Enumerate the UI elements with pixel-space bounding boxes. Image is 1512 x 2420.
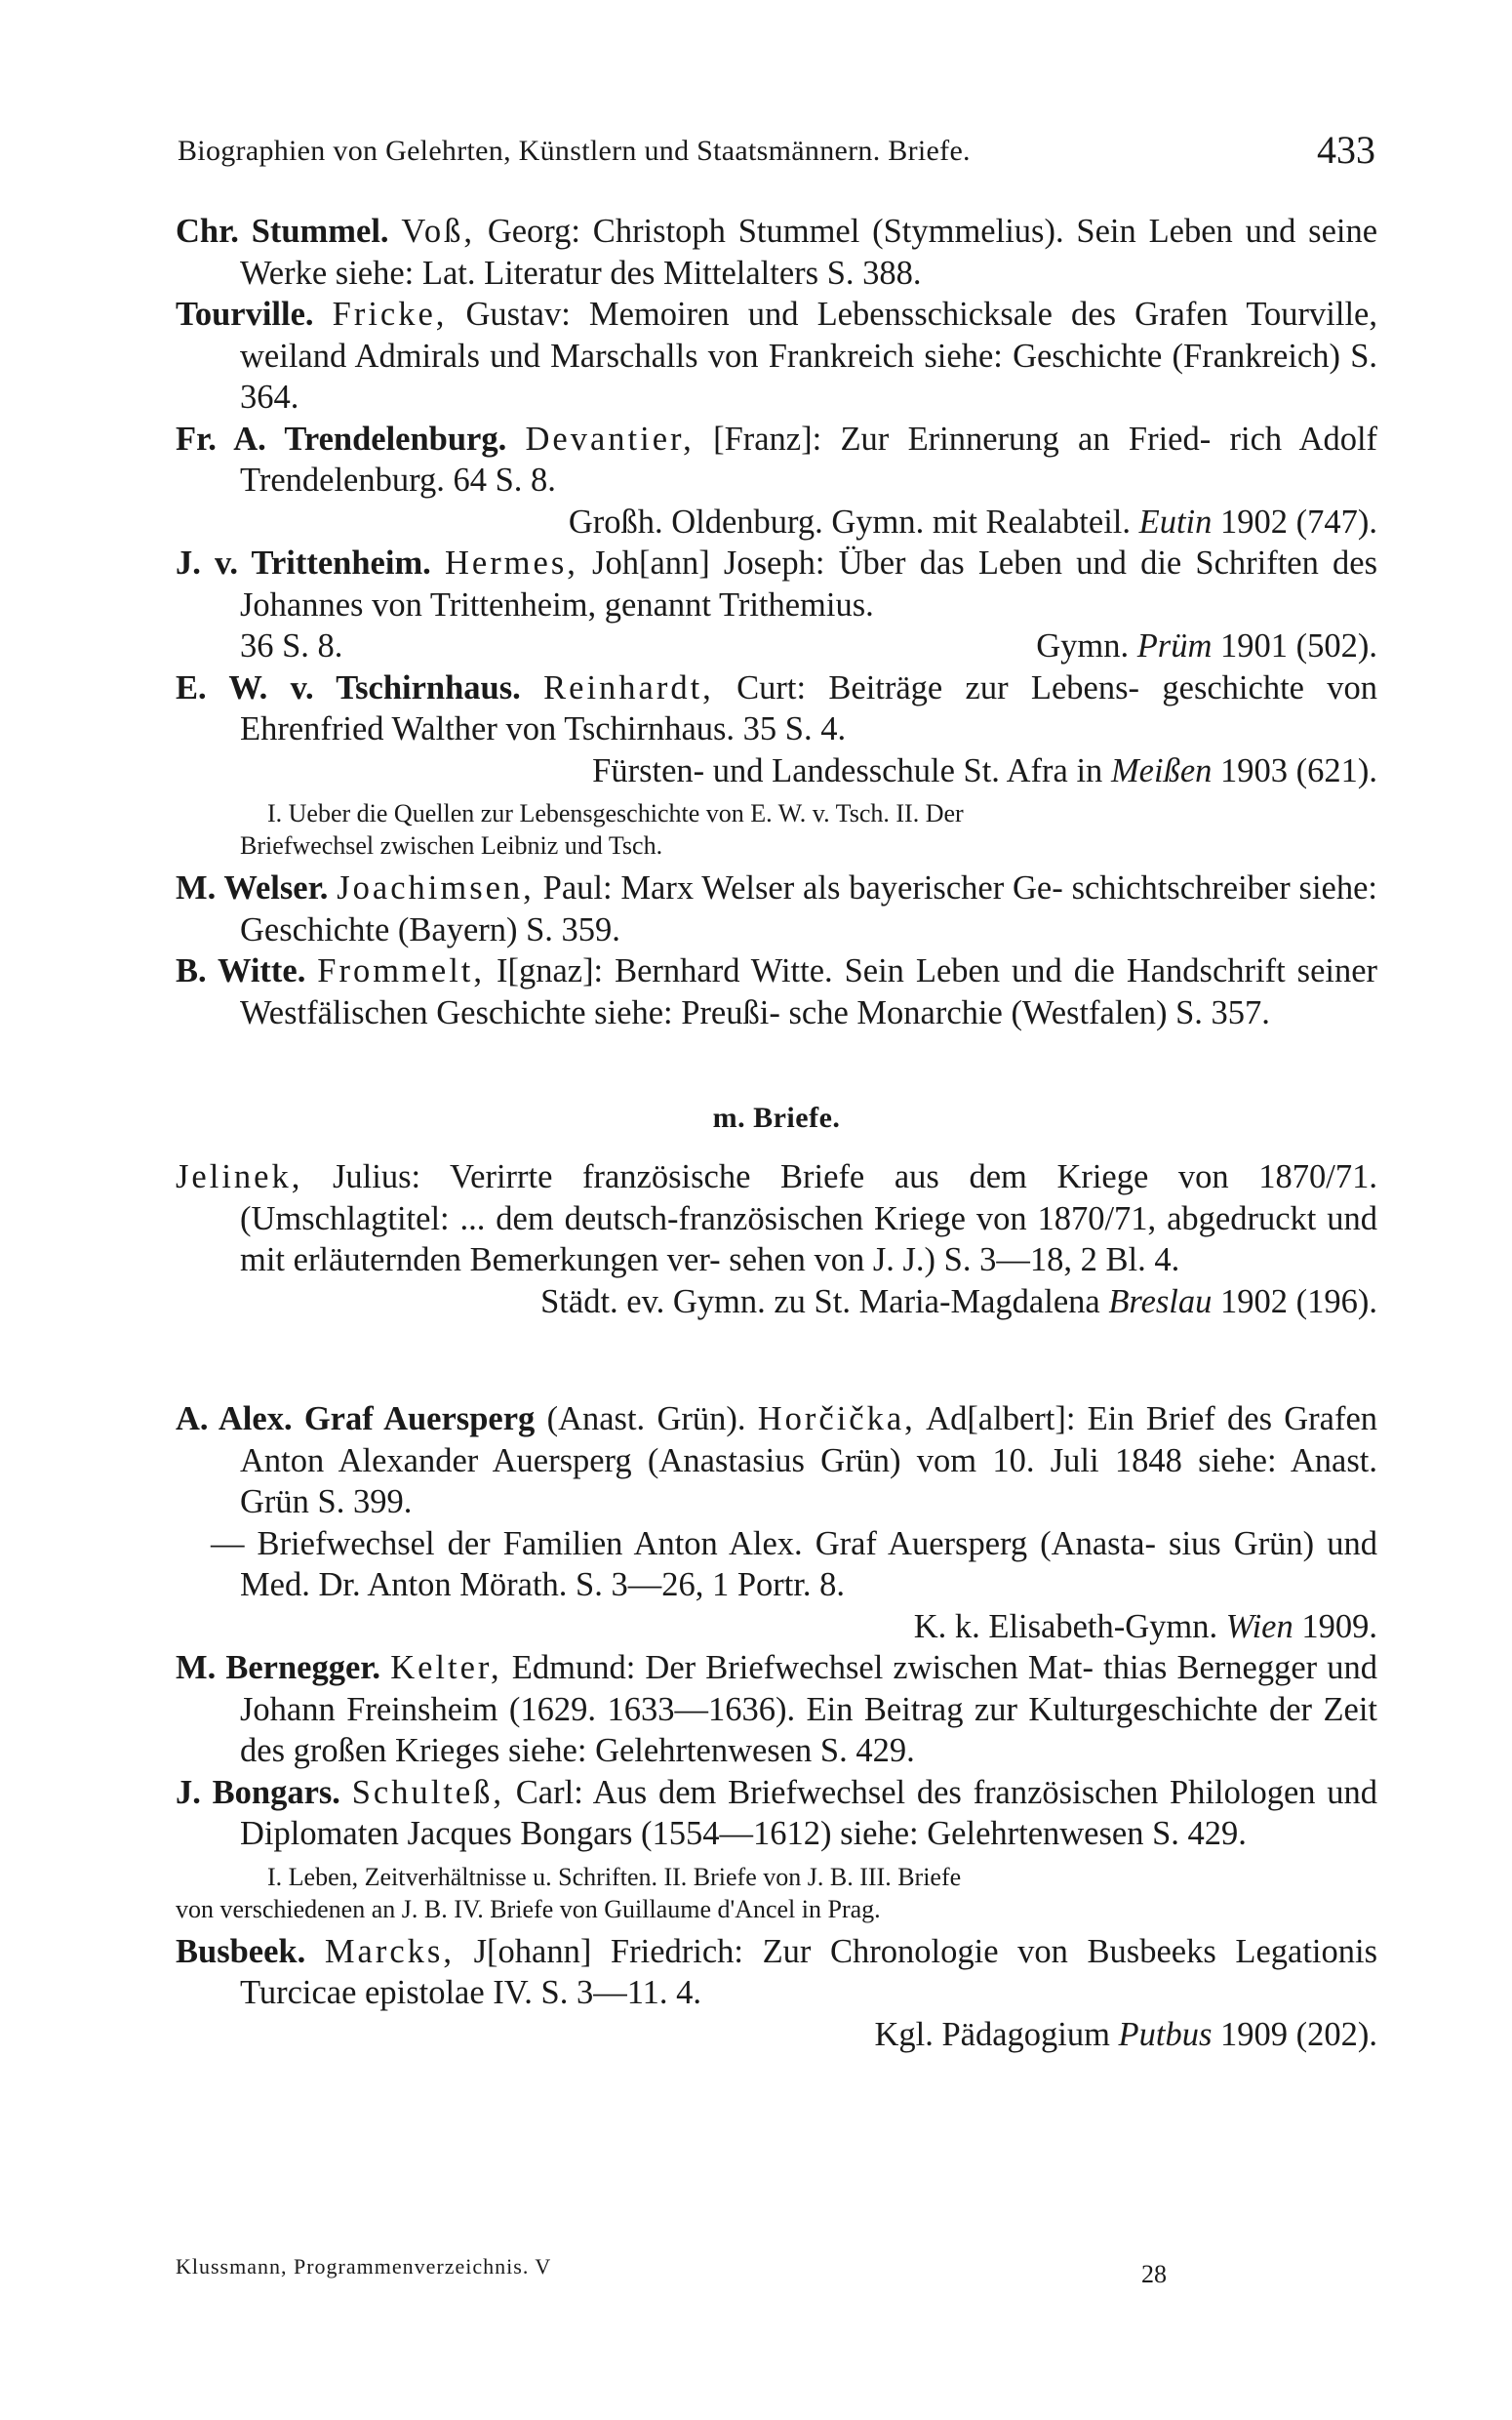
entry-text-line: I[gnaz]: Bernhard Witte. Sein Leben und die (496, 952, 1115, 989)
entry-witte (176, 950, 1377, 1033)
school-place: Prüm (1136, 627, 1213, 665)
entry-auersperg-continued (176, 1523, 1377, 1648)
running-title: Biographien von Gelehrten, Künstlern und Staatsmännern. Briefe. (178, 135, 971, 167)
entry-text-line: thias Bernegger und Johann Freinsheim (1629. 1633—1636). Ein (240, 1649, 1378, 1728)
entry-author: Devantier, (525, 420, 695, 458)
entry-text-line: Gelehrtenwesen S. 429. (595, 1732, 915, 1769)
entry-author: Marcks, (324, 1932, 455, 1970)
entry-text-line: geschichte von Ehrenfried Walther von Tschirnhaus. 35 S. 4. (240, 668, 1378, 747)
entry-bongars (176, 1772, 1377, 1855)
footer-imprint: Klussmann, Programmenverzeichnis. V (176, 2254, 552, 2279)
entry-text-line: Legationis Turcicae epistolae IV. S. 3—11. 4. (240, 1932, 1378, 2011)
entry-author: Horčička, (757, 1400, 916, 1437)
school-year: 1901 (502). (1220, 627, 1377, 665)
school-name: Städt. ev. Gymn. zu St. Maria-Magdalena (540, 1282, 1100, 1320)
entry-text-line: Edmund: Der Briefwechsel zwischen Mat- (511, 1649, 1094, 1686)
entry-text-line: Carl: Aus dem Briefwechsel des französischen (515, 1773, 1159, 1811)
entry-subject: Busbeek. (176, 1932, 306, 1970)
school-place: Putbus (1118, 2015, 1213, 2053)
entry-author: Schulteß, (351, 1773, 505, 1811)
entry-text-line: S. 388. (826, 254, 922, 292)
entry-trendelenburg (176, 419, 1377, 544)
entry-note (176, 1861, 1377, 1925)
school-name: K. k. Elisabeth-Gymn. (913, 1607, 1218, 1645)
entry-subject: M. Bernegger. (176, 1649, 381, 1686)
entry-text-line: Leben und seine Werke siehe: Lat. Literatur des Mittelalters (240, 213, 1378, 292)
entry-text-line: von 1870/71, abgedruckt und mit erläuternden Bemerkungen ver- (240, 1199, 1377, 1278)
entry-subject: B. Witte. (176, 952, 306, 989)
school-place: Breslau (1108, 1282, 1213, 1320)
school-name: Gymn. (1036, 627, 1130, 665)
entry-text-line: sius Grün) und Med. Dr. Anton Mörath. S. 3—26, 1 Portr. 8. (240, 1524, 1377, 1603)
running-head (178, 127, 1375, 185)
entry-text-line: 1870/71. (Umschlagtitel: ... dem deutsch-französischen Kriege (240, 1158, 1377, 1237)
entry-text-line: [Franz]: Zur Erinnerung an Fried- (713, 420, 1212, 458)
entry-text-line: sehen von J. J.) S. 3—18, 2 Bl. 4. (729, 1241, 1180, 1278)
school-line (240, 1606, 1377, 1648)
entry-text-line: siehe: Geschichte (Frankreich) S. 364. (240, 337, 1378, 416)
school-year: 1902 (196). (1220, 1282, 1377, 1320)
entry-size: 36 S. 8. (240, 627, 343, 665)
page-number: 433 (1317, 128, 1375, 172)
note-line: I. Ueber die Quellen zur Lebensgeschichte von E. W. v. Tsch. II. Der (267, 799, 964, 827)
entry-subject: Chr. Stummel. (176, 213, 389, 250)
entry-text-line: J[ohann] Friedrich: Zur Chronologie von Busbeeks (473, 1932, 1216, 1970)
entry-trittenheim (176, 543, 1377, 667)
page-footer (176, 2254, 1377, 2293)
school-line (240, 2014, 1377, 2056)
note-line: von verschiedenen an J. B. IV. Briefe von Guillaume d'Ancel in Prag. (176, 1894, 881, 1923)
school-place: Wien (1225, 1607, 1293, 1645)
entry-author: Fricke, (332, 296, 448, 333)
school-year: 1902 (747). (1220, 503, 1377, 541)
entry-subject-alias: (Anast. Grün). (546, 1400, 746, 1437)
note-line: Briefwechsel zwischen Leibniz und Tsch. (240, 831, 663, 860)
school-line (240, 625, 1377, 667)
school-place: Meißen (1110, 751, 1213, 789)
entry-busbeek (176, 1931, 1377, 2056)
entry-text-line: schichtschreiber siehe: Geschichte (Bayern) S. 359. (240, 869, 1378, 948)
entry-bernegger (176, 1647, 1377, 1772)
entry-subject: M. Welser. (176, 869, 329, 907)
entry-auersperg (176, 1398, 1377, 1523)
school-name: Großh. Oldenburg. Gymn. mit Realabteil. (568, 503, 1132, 541)
entry-welser (176, 867, 1377, 950)
signature-mark: 28 (1141, 2260, 1167, 2288)
entry-tourville (176, 294, 1377, 419)
entry-jelinek (176, 1156, 1377, 1322)
note-line: I. Leben, Zeitverhältnisse u. Schriften. II. Briefe von J. B. III. Briefe (267, 1862, 962, 1891)
entry-author: Hermes, (444, 544, 578, 582)
entry-text-line: Grün) vom 10. Juli 1848 siehe: Anast. Grün S. 399. (240, 1441, 1377, 1520)
entry-subject: A. Alex. Graf Auersperg (176, 1400, 536, 1437)
entry-text-line: sche Monarchie (Westfalen) S. 357. (788, 993, 1270, 1031)
entry-text-line: Curt: Beiträge zur Lebens- (736, 668, 1140, 706)
entry-text-line: Ad[albert]: Ein (926, 1400, 1134, 1437)
entry-text-line: Philologen und Diplomaten Jacques Bongars (1554—1612) siehe: (240, 1773, 1378, 1852)
entry-tschirnhaus (176, 667, 1377, 792)
vertical-gap (176, 1322, 1377, 1398)
entry-author: Joachimsen, (337, 869, 535, 907)
entry-text-line: Georg: Christoph Stummel (Stymmelius). Sein (487, 213, 1136, 250)
entry-subject: Fr. A. Trendelenburg. (176, 420, 507, 458)
entry-subject: E. W. v. Tschirnhaus. (176, 668, 521, 706)
school-place: Eutin (1138, 503, 1213, 541)
entry-author: Jelinek, (176, 1158, 303, 1195)
entry-note (176, 797, 1377, 862)
entry-text-line: Brief des Grafen Anton Alexander Auersperg (Anastasius (240, 1400, 1378, 1479)
entry-text-line: Schriften des Johannes von Trittenheim, genannt Trithemius. (240, 544, 1378, 624)
school-year: 1909. (1301, 1607, 1377, 1645)
entry-subject: J. v. Trittenheim. (176, 544, 431, 582)
entry-text-line: Paul: Marx Welser als bayerischer Ge- (542, 869, 1063, 907)
school-name: Kgl. Pädagogium (874, 2015, 1110, 2053)
entry-author: Reinhardt, (543, 668, 714, 706)
entry-author: Frommelt, (317, 952, 486, 989)
entry-subject: J. Bongars. (176, 1773, 340, 1811)
entry-author: Kelter, (390, 1649, 502, 1686)
school-name: Fürsten- und Landesschule St. Afra in (592, 751, 1103, 789)
school-year: 1903 (621). (1220, 751, 1377, 789)
entry-text-line: Grafen Tourville, weiland Admirals und Marschalls von Frankreich (240, 296, 1377, 375)
entry-text-line: rich Adolf Trendelenburg. 64 S. 8. (240, 420, 1378, 499)
school-line (240, 750, 1377, 792)
entry-text-line: Joh[ann] Joseph: Über das Leben und die (592, 544, 1182, 582)
entry-text-line: Handschrift seiner Westfälischen Geschichte siehe: Preußi- (240, 952, 1378, 1031)
entry-text-line: Julius: Verirrte französische Briefe aus dem Kriege von (332, 1158, 1229, 1195)
entry-text-line: Beitrag zur Kulturgeschichte der Zeit des großen Krieges siehe: (240, 1690, 1378, 1769)
school-line (240, 1281, 1377, 1323)
entry-subject: Tourville. (176, 296, 314, 333)
school-year: 1909 (202). (1220, 2015, 1377, 2053)
entry-text-line: Gustav: Memoiren und Lebensschicksale des (465, 296, 1117, 333)
entry-stummel (176, 211, 1377, 294)
page-content (176, 211, 1377, 2055)
section-heading: m. Briefe. (712, 1102, 841, 1134)
entry-author: Voß, (401, 213, 475, 250)
entry-text-line: — Briefwechsel der Familien Anton Alex. Graf Auersperg (Anasta- (211, 1524, 1156, 1562)
school-line (240, 502, 1377, 544)
entry-text-line: Gelehrtenwesen S. 429. (927, 1815, 1247, 1852)
